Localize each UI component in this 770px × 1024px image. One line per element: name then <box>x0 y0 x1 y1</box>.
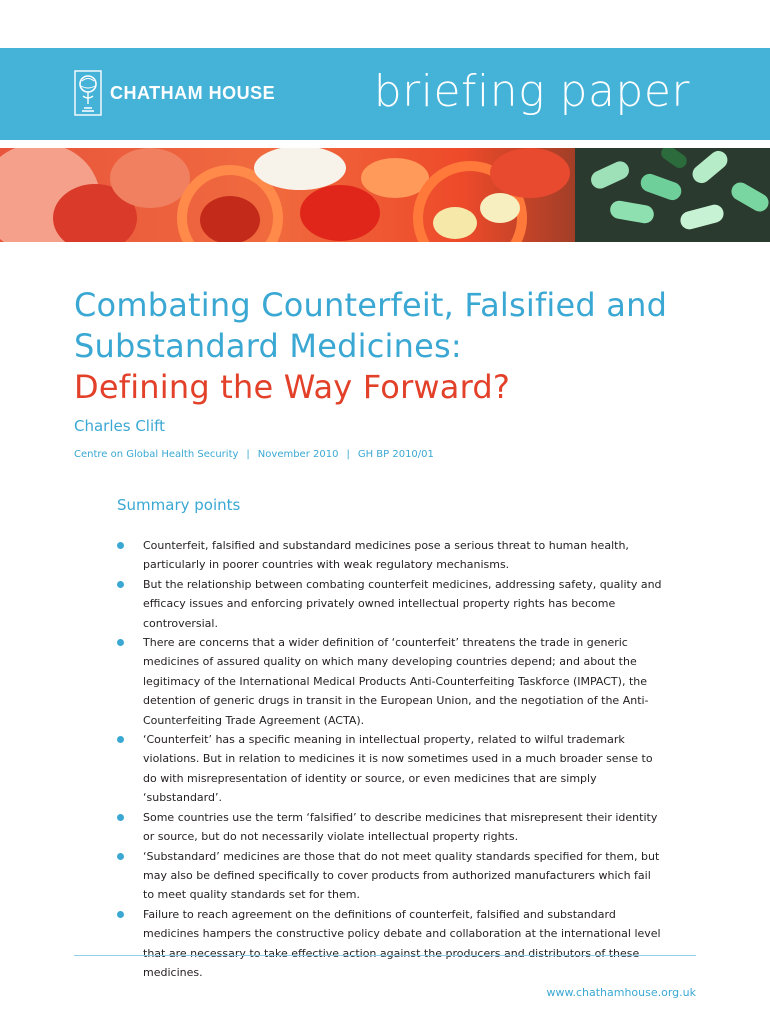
bullet-dot-icon <box>117 542 124 549</box>
author-name: Charles Clift <box>74 417 166 435</box>
chatham-house-logo-icon <box>74 70 102 116</box>
summary-heading: Summary points <box>117 496 241 514</box>
meta-reference: GH BP 2010/01 <box>357 449 434 460</box>
bullet-dot-icon <box>117 853 124 860</box>
title-line-2: Substandard Medicines: <box>74 327 462 366</box>
pills-photo-image <box>0 148 770 242</box>
meta-separator: | <box>346 449 350 460</box>
list-item <box>117 730 662 808</box>
summary-point-text: ‘Counterfeit’ has a specific meaning in intellectual property, related to wilful trademark violations. But in relation to medicines it is now sometimes used in a much broader sense to do with misrepresentation of identity or source, or even medicines that are simply ‘substandard’. <box>143 733 653 805</box>
header-banner <box>0 48 770 140</box>
cover-photo <box>0 148 770 242</box>
summary-point-text: Counterfeit, falsified and substandard medicines pose a serious threat to human health, particularly in poorer countries with weak regulatory mechanisms. <box>143 539 629 572</box>
list-item <box>117 808 662 847</box>
summary-point-text: But the relationship between combating counterfeit medicines, addressing safety, quality and efficacy issues and enforcing privately owned intellectual property rights has become controversial. <box>143 577 662 630</box>
meta-centre: Centre on Global Health Security <box>74 449 239 460</box>
summary-points-list <box>117 536 662 982</box>
bullet-dot-icon <box>117 911 124 918</box>
summary-point-text: Some countries use the term ‘falsified’ to describe medicines that misrepresent their identity or source, but do not necessarily violate intellectual property rights. <box>143 810 658 844</box>
list-item <box>117 575 662 633</box>
list-item <box>117 847 662 905</box>
list-item <box>117 633 662 730</box>
document-type: briefing paper <box>373 66 690 117</box>
footer-divider <box>74 955 696 956</box>
summary-point-text: There are concerns that a wider definition of ‘counterfeit’ threatens the trade in generic medicines of assured quality on which many developing countries depend; and about the legitimacy of the International Medical Products Anti-Counterfeiting Taskforce (IMPACT), the detention of generic drugs in transit in the European Union, and the negotiation of the Anti-Counterfeiting Trade Agreement (ACTA). <box>143 636 649 727</box>
title-subtitle: Defining the Way Forward? <box>74 368 511 407</box>
list-item <box>117 536 662 575</box>
document-metadata <box>74 449 434 460</box>
document-title <box>74 285 714 408</box>
meta-date: November 2010 <box>257 449 339 460</box>
organization-name: CHATHAM HOUSE <box>110 82 276 103</box>
footer-website-link[interactable]: www.chathamhouse.org.uk <box>546 986 696 999</box>
logo <box>74 70 275 116</box>
bullet-dot-icon <box>117 814 124 821</box>
bullet-dot-icon <box>117 736 124 743</box>
summary-point-text: Failure to reach agreement on the definitions of counterfeit, falsified and substandard medicines hampers the constructive policy debate and collaboration at the international level that are necessary to take effective action against the producers and distributors of these medicines. <box>143 907 661 979</box>
title-line-1: Combating Counterfeit, Falsified and <box>74 286 668 325</box>
bullet-dot-icon <box>117 639 124 646</box>
meta-separator: | <box>246 449 250 460</box>
bullet-dot-icon <box>117 581 124 588</box>
list-item <box>117 905 662 983</box>
summary-point-text: ‘Substandard’ medicines are those that do not meet quality standards specified for them, but may also be defined specifically to cover products from authorized manufacturers which fail to meet quality standards set for them. <box>143 849 660 902</box>
